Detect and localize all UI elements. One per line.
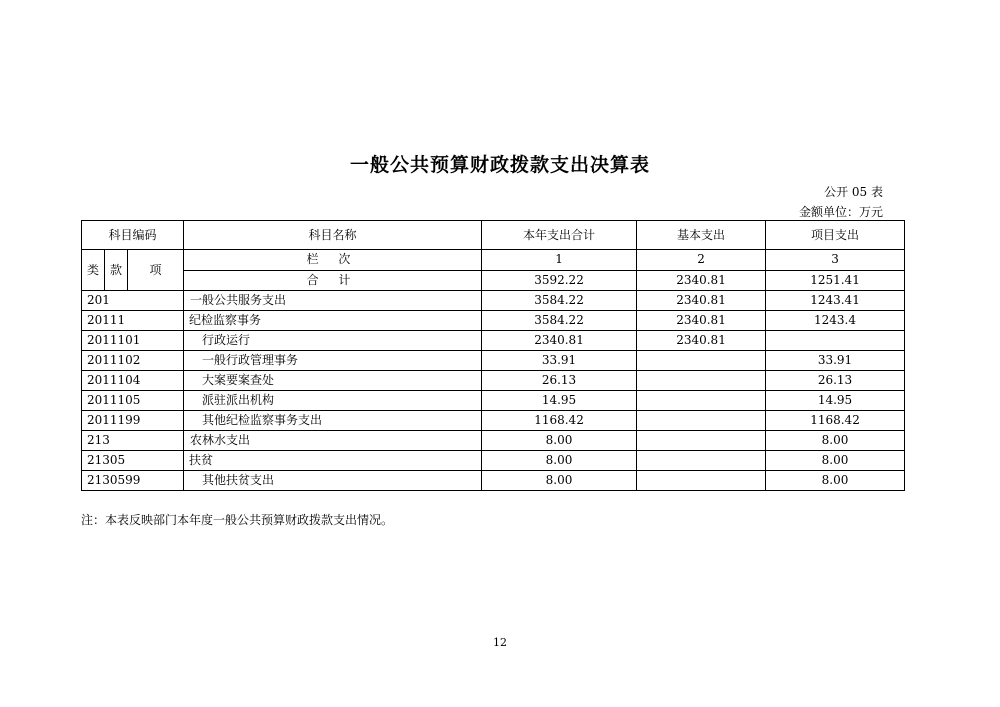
basic-cell [637, 451, 766, 471]
total-header: 本年支出合计 [482, 221, 637, 250]
project-header: 项目支出 [766, 221, 905, 250]
basic-cell [637, 371, 766, 391]
basic-cell [637, 431, 766, 451]
table-row [82, 371, 905, 391]
subject-name-cell: 农林水支出 [184, 431, 482, 451]
basic-cell: 2340.81 [637, 311, 766, 331]
column-number-1: 1 [482, 250, 637, 271]
basic-cell [637, 351, 766, 371]
total-cell: 3584.22 [482, 291, 637, 311]
xiang-header: 项 [128, 250, 184, 291]
column-number-row [82, 250, 905, 271]
total-cell: 8.00 [482, 451, 637, 471]
total-cell: 8.00 [482, 431, 637, 451]
form-id: 公开 05 表 [824, 185, 883, 199]
project-cell: 1243.41 [766, 291, 905, 311]
total-cell: 33.91 [482, 351, 637, 371]
total-cell: 14.95 [482, 391, 637, 411]
table-row [82, 311, 905, 331]
subject-name-cell: 其他纪检监察事务支出 [184, 411, 482, 431]
amount-unit: 金额单位：万元 [798, 205, 883, 219]
total-cell: 3584.22 [482, 311, 637, 331]
subject-name-cell: 其他扶贫支出 [184, 471, 482, 491]
project-cell: 1168.42 [766, 411, 905, 431]
total-cell: 2340.81 [482, 331, 637, 351]
basic-cell [637, 471, 766, 491]
column-number-label: 栏 次 [184, 250, 482, 271]
page-number: 12 [493, 636, 507, 649]
project-cell: 1243.4 [766, 311, 905, 331]
table-row [82, 391, 905, 411]
kuan-header: 款 [105, 250, 128, 291]
sum-row [82, 270, 905, 291]
subject-code-cell: 21305 [82, 451, 184, 471]
subject-code-cell: 201 [82, 291, 184, 311]
column-number-3: 3 [766, 250, 905, 271]
sum-label: 合 计 [184, 270, 482, 291]
table-row [82, 431, 905, 451]
project-cell: 8.00 [766, 451, 905, 471]
subject-name-cell: 一般公共服务支出 [184, 291, 482, 311]
table-row [82, 411, 905, 431]
column-number-2: 2 [637, 250, 766, 271]
subject-code-header: 科目编码 [82, 221, 184, 250]
basic-header: 基本支出 [637, 221, 766, 250]
sum-project: 1251.41 [766, 270, 905, 291]
project-cell: 8.00 [766, 431, 905, 451]
subject-name-cell: 大案要案查处 [184, 371, 482, 391]
subject-code-cell: 2011102 [82, 351, 184, 371]
subject-code-cell: 2130599 [82, 471, 184, 491]
subject-code-cell: 2011104 [82, 371, 184, 391]
table-row [82, 351, 905, 371]
subject-name-cell: 一般行政管理事务 [184, 351, 482, 371]
total-cell: 8.00 [482, 471, 637, 491]
basic-cell [637, 391, 766, 411]
table-note: 注：本表反映部门本年度一般公共预算财政拨款支出情况。 [81, 513, 394, 527]
basic-cell [637, 411, 766, 431]
total-cell: 26.13 [482, 371, 637, 391]
project-cell: 14.95 [766, 391, 905, 411]
total-cell: 1168.42 [482, 411, 637, 431]
basic-cell: 2340.81 [637, 291, 766, 311]
subject-name-cell: 扶贫 [184, 451, 482, 471]
page-title: 一般公共预算财政拨款支出决算表 [349, 154, 650, 176]
project-cell: 26.13 [766, 371, 905, 391]
subject-code-cell: 20111 [82, 311, 184, 331]
project-cell [766, 331, 905, 351]
subject-code-cell: 2011105 [82, 391, 184, 411]
expenditure-table [81, 220, 905, 491]
subject-code-cell: 2011101 [82, 331, 184, 351]
project-cell: 33.91 [766, 351, 905, 371]
subject-name-cell: 纪检监察事务 [184, 311, 482, 331]
lei-header: 类 [82, 250, 105, 291]
subject-name-cell: 行政运行 [184, 331, 482, 351]
header-row [82, 221, 905, 250]
project-cell: 8.00 [766, 471, 905, 491]
sum-basic: 2340.81 [637, 270, 766, 291]
table-row [82, 331, 905, 351]
subject-name-cell: 派驻派出机构 [184, 391, 482, 411]
subject-code-cell: 2011199 [82, 411, 184, 431]
subject-name-header: 科目名称 [184, 221, 482, 250]
sum-total: 3592.22 [482, 270, 637, 291]
table-row [82, 471, 905, 491]
basic-cell: 2340.81 [637, 331, 766, 351]
table-row [82, 451, 905, 471]
subject-code-cell: 213 [82, 431, 184, 451]
table-row [82, 291, 905, 311]
